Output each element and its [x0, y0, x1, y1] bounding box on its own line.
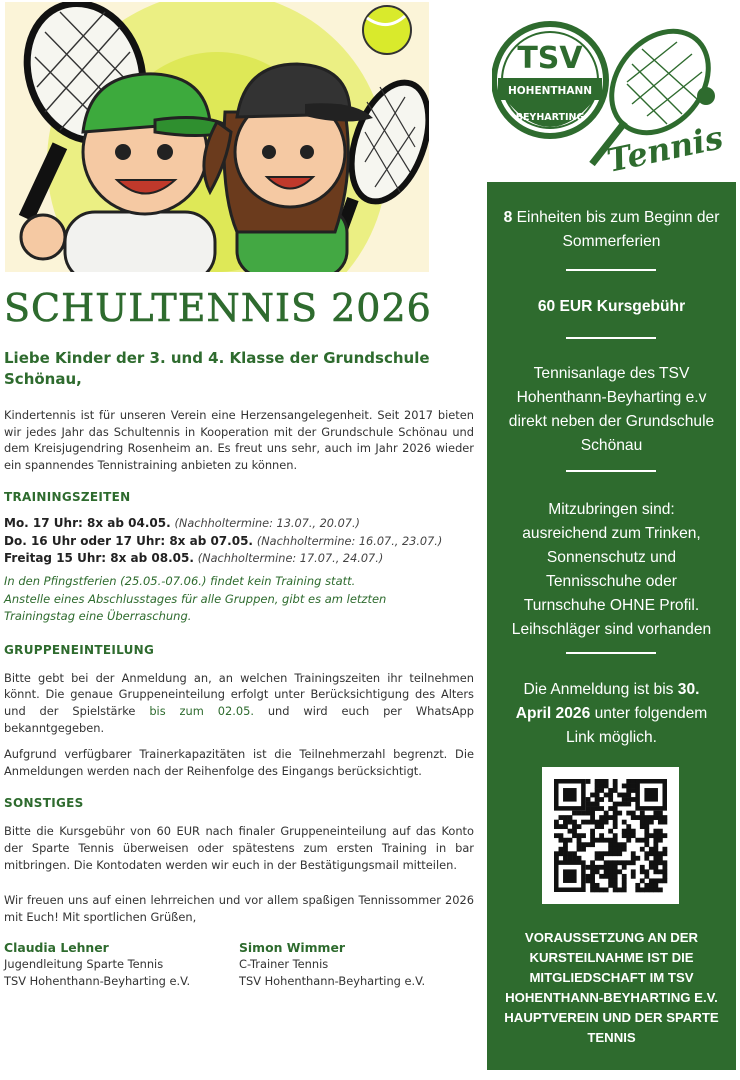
logo-band-text: HOHENTHANN	[507, 85, 593, 97]
training-times	[4, 515, 474, 567]
intro-text: Kindertennis ist für unseren Verein eine Herzensangelegenheit. Seit 2017 bieten wir jedes Jahr das Schultennis in Kooperation mit der Grundschule Schönau und dem Kreisjugendring Rosenheim an. Es freut uns sehr, auch im Jahr 2026 wieder ein spannendes Tennistraining anbieten zu können.	[4, 408, 474, 472]
signature-block: Claudia Lehner Jugendleitung Sparte Tennis TSV Hohenthann-Beyharting e.V.	[4, 940, 191, 989]
divider	[566, 337, 656, 339]
registration-info: Die Anmeldung ist bis 30. April 2026 unter folgendem Link möglich.	[515, 681, 708, 746]
groups-text: Bitte gebt bei der Anmeldung an, an welchen Trainingszeiten ihr teilnehmen könnt. Die genaue Gruppeneinteilung erfolgt unter Berücksichtigung des Alters und der Spielstärke bis zum 02.05. und wird euch per WhatsApp bekanntgegeben.	[4, 670, 474, 735]
logo-bottom-text: BEYHARTING	[515, 112, 585, 123]
other-heading: SONSTIGES	[4, 796, 84, 811]
groups-heading: GRUPPENEINTEILUNG	[4, 642, 155, 657]
main-content	[4, 286, 474, 990]
logo-script-text: Tennis	[603, 118, 727, 180]
fee-info: 60 EUR Kursgebühr	[537, 298, 686, 315]
location-info: Tennisanlage des TSV Hohenthann-Beyharting e.v direkt neben der Grundschule Schönau	[508, 365, 715, 454]
training-row: Mo. 17 Uhr: 8x ab 04.05. (Nachholtermine: 13.07., 20.07.)	[4, 516, 360, 531]
club-logo	[492, 4, 732, 182]
training-row: Freitag 15 Uhr: 8x ab 08.05. (Nachholtermine: 17.07., 24.07.)	[4, 550, 384, 565]
divider	[566, 470, 656, 472]
signature-block: Simon Wimmer C-Trainer Tennis TSV Hohenthann-Beyharting e.V.	[239, 940, 426, 989]
qr-code-icon[interactable]	[542, 767, 679, 904]
signatures	[4, 939, 474, 990]
page-title: SCHULTENNIS 2026	[4, 286, 432, 330]
units-info: 8 Einheiten bis zum Beginn der Sommerferien	[503, 209, 720, 250]
training-row: Do. 16 Uhr oder 17 Uhr: 8x ab 07.05. (Nachholtermine: 16.07., 23.07.)	[4, 533, 443, 548]
other-text: Bitte die Kursgebühr von 60 EUR nach finaler Gruppeneinteilung auf das Konto der Sparte Tennis überweisen oder spätestens zum ersten Training in bar mitbringen. Die Kontodaten werden wir euch in der Bestätigungsmail mitteilen.	[4, 824, 474, 872]
info-panel	[487, 182, 736, 1070]
logo-tsv-text: TSV	[517, 41, 583, 76]
training-note: In den Pfingstferien (25.05.-07.06.) findet kein Training statt. Anstelle eines Abschlusstages für alle Gruppen, gibt es am letzten Trainingstag eine Überraschung.	[4, 573, 387, 624]
divider	[566, 269, 656, 271]
membership-requirement: VORAUSSETZUNG AN DER KURSTEILNAHME IST DIE MITGLIEDSCHAFT IM TSV HOHENTHANN-BEYHARTING E.V. HAUPTVEREIN UND DER SPARTE TENNIS	[504, 930, 719, 1045]
training-heading: TRAININGSZEITEN	[4, 490, 131, 505]
intro-heading: Liebe Kinder der 3. und 4. Klasse der Grundschule Schönau,	[4, 349, 430, 388]
tennis-ball-icon	[363, 6, 411, 54]
bring-info: Mitzubringen sind: ausreichend zum Trinken, Sonnenschutz und Tennisschuhe oder Turnschuhe OHNE Profil. Leihschläger sind vorhanden	[511, 501, 712, 638]
divider	[566, 652, 656, 654]
kids-tennis-illustration	[5, 2, 429, 272]
groups-capacity-text: Aufgrund verfügbarer Trainerkapazitäten ist die Teilnehmerzahl begrenzt. Die Anmeldungen werden nach der Reihenfolge des Eingangs berücksichtigt.	[4, 747, 474, 778]
closing-text: Wir freuen uns auf einen lehrreichen und vor allem spaßigen Tennissommer 2026 mit Euch! Mit sportlichen Grüßen,	[4, 893, 474, 924]
